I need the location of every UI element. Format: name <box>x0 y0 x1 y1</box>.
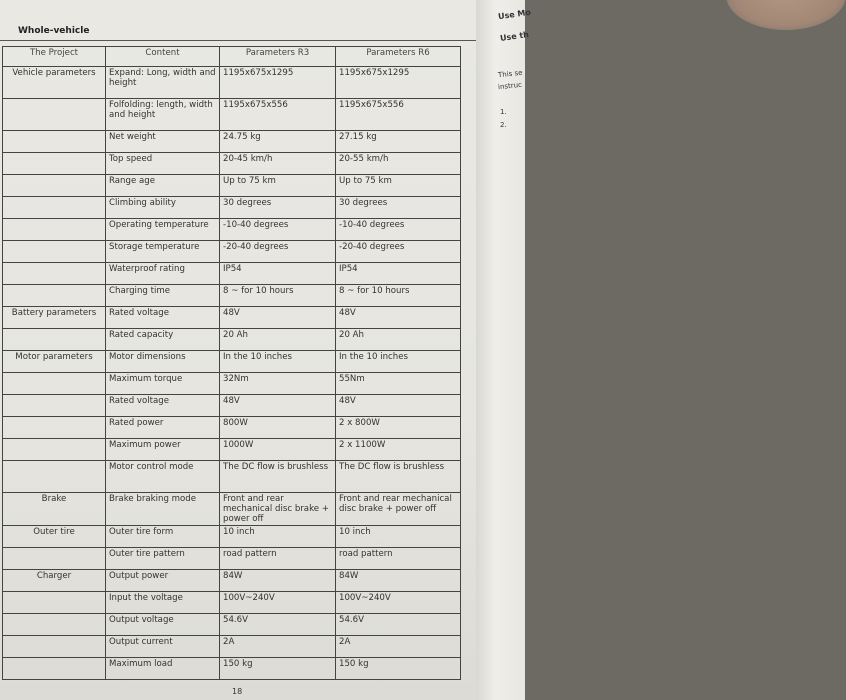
r6-value-cell: 20 Ah <box>336 329 461 351</box>
content-cell: Rated voltage <box>106 307 220 329</box>
project-cell: Charger <box>3 570 106 592</box>
table-row <box>3 329 461 351</box>
r3-value-cell: 32Nm <box>220 373 336 395</box>
project-cell <box>3 614 106 636</box>
r6-value-cell: 8 ~ for 10 hours <box>336 285 461 307</box>
r3-value-cell: IP54 <box>220 263 336 285</box>
content-cell: Motor dimensions <box>106 351 220 373</box>
table-row <box>3 592 461 614</box>
r3-value-cell: 10 inch <box>220 526 336 548</box>
project-cell <box>3 373 106 395</box>
r6-value-cell: 30 degrees <box>336 197 461 219</box>
r3-value-cell: 2A <box>220 636 336 658</box>
r6-value-cell: -10-40 degrees <box>336 219 461 241</box>
r6-value-cell: Up to 75 km <box>336 175 461 197</box>
project-cell <box>3 263 106 285</box>
content-cell: Output voltage <box>106 614 220 636</box>
r6-value-cell: 1195x675x1295 <box>336 67 461 99</box>
r3-value-cell: 800W <box>220 417 336 439</box>
table-row <box>3 570 461 592</box>
r6-value-cell: IP54 <box>336 263 461 285</box>
content-cell: Top speed <box>106 153 220 175</box>
table-row <box>3 439 461 461</box>
side-line-2: Use th <box>499 30 530 43</box>
r6-value-cell: Front and rear mechanical disc brake + power off <box>336 493 461 526</box>
project-cell <box>3 99 106 131</box>
content-cell: Rated capacity <box>106 329 220 351</box>
content-cell: Waterproof rating <box>106 263 220 285</box>
r6-value-cell: The DC flow is brushless <box>336 461 461 493</box>
project-cell <box>3 636 106 658</box>
project-cell <box>3 329 106 351</box>
r6-value-cell: 2 x 800W <box>336 417 461 439</box>
table-row <box>3 175 461 197</box>
r6-value-cell: 27.15 kg <box>336 131 461 153</box>
table-row <box>3 548 461 570</box>
table-row <box>3 67 461 99</box>
content-cell: Expand: Long, width and height <box>106 67 220 99</box>
content-cell: Rated power <box>106 417 220 439</box>
side-item-1: 1. <box>500 108 507 116</box>
project-cell <box>3 461 106 493</box>
table-row <box>3 395 461 417</box>
r3-value-cell: 1195x675x1295 <box>220 67 336 99</box>
content-cell: Maximum torque <box>106 373 220 395</box>
project-cell: Outer tire <box>3 526 106 548</box>
table-body <box>3 67 461 680</box>
table-row <box>3 526 461 548</box>
r3-value-cell: In the 10 inches <box>220 351 336 373</box>
r6-value-cell: 1195x675x556 <box>336 99 461 131</box>
r3-value-cell: -20-40 degrees <box>220 241 336 263</box>
project-cell <box>3 658 106 680</box>
content-cell: Output current <box>106 636 220 658</box>
r3-value-cell: 54.6V <box>220 614 336 636</box>
content-cell: Output power <box>106 570 220 592</box>
project-cell: Vehicle parameters <box>3 67 106 99</box>
table-row <box>3 131 461 153</box>
r6-value-cell: 20-55 km/h <box>336 153 461 175</box>
project-cell <box>3 153 106 175</box>
r3-value-cell: 24.75 kg <box>220 131 336 153</box>
project-cell: Motor parameters <box>3 351 106 373</box>
r3-value-cell: 48V <box>220 307 336 329</box>
table-row <box>3 285 461 307</box>
table-row <box>3 417 461 439</box>
project-cell <box>3 241 106 263</box>
header-content: Content <box>106 47 220 67</box>
r6-value-cell: road pattern <box>336 548 461 570</box>
r3-value-cell: 30 degrees <box>220 197 336 219</box>
r3-value-cell: 150 kg <box>220 658 336 680</box>
header-project: The Project <box>3 47 106 67</box>
r3-value-cell: 1195x675x556 <box>220 99 336 131</box>
specification-table <box>2 46 461 680</box>
project-cell: Brake <box>3 493 106 526</box>
r6-value-cell: 55Nm <box>336 373 461 395</box>
r3-value-cell: 20-45 km/h <box>220 153 336 175</box>
r3-value-cell: The DC flow is brushless <box>220 461 336 493</box>
project-cell <box>3 219 106 241</box>
r3-value-cell: road pattern <box>220 548 336 570</box>
content-cell: Net weight <box>106 131 220 153</box>
r6-value-cell: 54.6V <box>336 614 461 636</box>
r6-value-cell: In the 10 inches <box>336 351 461 373</box>
r6-value-cell: 10 inch <box>336 526 461 548</box>
project-cell <box>3 395 106 417</box>
header-r6: Parameters R6 <box>336 47 461 67</box>
content-cell: Outer tire form <box>106 526 220 548</box>
project-cell <box>3 131 106 153</box>
r3-value-cell: 1000W <box>220 439 336 461</box>
page-number: 18 <box>232 687 243 696</box>
r6-value-cell: 2 x 1100W <box>336 439 461 461</box>
table-row <box>3 307 461 329</box>
section-heading: Whole-vehicle <box>18 26 90 36</box>
content-cell: Input the voltage <box>106 592 220 614</box>
r6-value-cell: 150 kg <box>336 658 461 680</box>
content-cell: Motor control mode <box>106 461 220 493</box>
content-cell: Range age <box>106 175 220 197</box>
r3-value-cell: 8 ~ for 10 hours <box>220 285 336 307</box>
r3-value-cell: -10-40 degrees <box>220 219 336 241</box>
table-row <box>3 153 461 175</box>
table-row <box>3 614 461 636</box>
r3-value-cell: 20 Ah <box>220 329 336 351</box>
table-row <box>3 241 461 263</box>
content-cell: Folfolding: length, width and height <box>106 99 220 131</box>
project-cell <box>3 417 106 439</box>
header-r3: Parameters R3 <box>220 47 336 67</box>
side-item-2: 2. <box>500 121 507 129</box>
table-row <box>3 636 461 658</box>
content-cell: Maximum power <box>106 439 220 461</box>
table-row <box>3 219 461 241</box>
r6-value-cell: 84W <box>336 570 461 592</box>
thumb-shadow <box>726 0 846 30</box>
r6-value-cell: 48V <box>336 395 461 417</box>
project-cell <box>3 592 106 614</box>
side-line-4: instruc <box>497 80 523 92</box>
r6-value-cell: -20-40 degrees <box>336 241 461 263</box>
table-row <box>3 263 461 285</box>
r3-value-cell: 84W <box>220 570 336 592</box>
side-line-3: This se <box>497 68 523 80</box>
content-cell: Outer tire pattern <box>106 548 220 570</box>
content-cell: Maximum load <box>106 658 220 680</box>
table-row <box>3 658 461 680</box>
project-cell <box>3 197 106 219</box>
content-cell: Brake braking mode <box>106 493 220 526</box>
content-cell: Charging time <box>106 285 220 307</box>
table-header-row <box>3 47 461 67</box>
content-cell: Rated voltage <box>106 395 220 417</box>
project-cell: Battery parameters <box>3 307 106 329</box>
table-row <box>3 351 461 373</box>
table-row <box>3 99 461 131</box>
table-row <box>3 461 461 493</box>
project-cell <box>3 175 106 197</box>
r6-value-cell: 100V~240V <box>336 592 461 614</box>
side-line-1: Use Mo <box>497 7 532 22</box>
heading-rule <box>0 40 478 41</box>
table-row <box>3 197 461 219</box>
r3-value-cell: 100V~240V <box>220 592 336 614</box>
content-cell: Climbing ability <box>106 197 220 219</box>
table-row <box>3 373 461 395</box>
content-cell: Storage temperature <box>106 241 220 263</box>
r3-value-cell: Front and rear mechanical disc brake + power off <box>220 493 336 526</box>
adjacent-page <box>476 0 532 700</box>
r3-value-cell: Up to 75 km <box>220 175 336 197</box>
content-cell: Operating temperature <box>106 219 220 241</box>
r3-value-cell: 48V <box>220 395 336 417</box>
r6-value-cell: 2A <box>336 636 461 658</box>
r6-value-cell: 48V <box>336 307 461 329</box>
project-cell <box>3 439 106 461</box>
project-cell <box>3 548 106 570</box>
project-cell <box>3 285 106 307</box>
table-row <box>3 493 461 526</box>
